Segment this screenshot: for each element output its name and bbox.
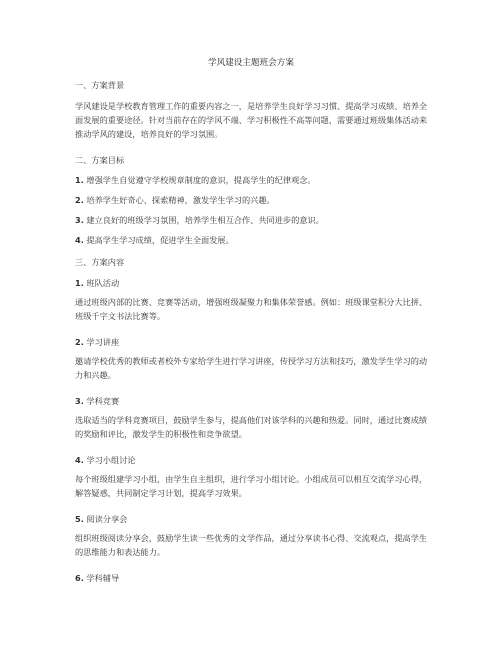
document-title: 学风建设主题班会方案: [208, 58, 294, 68]
goal-item: [75, 194, 430, 206]
goal-text: 提高学生学习成绩，促进学生全面发展。: [86, 235, 234, 245]
goal-item: [75, 234, 430, 246]
section-heading-goals: 二、方案目标: [75, 155, 125, 165]
subsection-number: 1.: [75, 278, 84, 288]
subsection-paragraph: 每个班级组建学习小组，由学生自主组织，进行学习小组讨论。小组成员可以相互交流学习心得，解答疑惑，共同制定学习计划，提高学习效果。: [75, 474, 428, 499]
subsection-title: [75, 454, 430, 466]
goal-number: 1.: [75, 175, 84, 185]
subsection-paragraph: 邀请学校优秀的教师或者校外专家给学生进行学习讲座，传授学习方法和技巧，激发学生学习的动力和兴趣。: [75, 356, 428, 381]
subsection-title: [75, 277, 430, 289]
subsection-paragraph: 组织班级阅读分享会，鼓励学生读一些优秀的文学作品，通过分享读书心得、交流观点，提高学生的思维能力和表达能力。: [75, 533, 428, 558]
subsection-number: 5.: [75, 514, 84, 524]
subsection-title: [75, 395, 430, 407]
goal-item: [75, 214, 430, 226]
subsection-number: 2.: [75, 337, 84, 347]
section-heading-background: 一、方案背景: [75, 80, 125, 90]
subsection-title-text: 班队活动: [86, 278, 120, 288]
subsection-title-text: 阅读分享会: [86, 514, 128, 524]
subsection-paragraph: 通过班级内部的比赛、竞赛等活动，增强班级凝聚力和集体荣誉感。例如：班级课堂积分大比拼、班级千字文书法比赛等。: [75, 297, 428, 322]
goal-item: [75, 174, 430, 186]
subsection-title: [75, 513, 430, 525]
subsection-title-text: 学科竞赛: [86, 396, 120, 406]
subsection-paragraph: 选取适当的学科竞赛项目，鼓励学生参与，提高他们对该学科的兴趣和热爱。同时，通过比赛成绩的奖励和评比，激发学生的积极性和竞争欲望。: [75, 415, 428, 440]
subsection-title-text: 学习小组讨论: [86, 455, 136, 465]
goal-number: 4.: [75, 235, 84, 245]
subsection-title-text: 学科辅导: [86, 573, 120, 583]
section-heading-content: 三、方案内容: [75, 257, 125, 267]
goal-number: 3.: [75, 215, 84, 225]
goal-text: 增强学生自觉遵守学校规章制度的意识，提高学生的纪律观念。: [86, 175, 316, 185]
subsection-title: [75, 572, 430, 584]
background-paragraph: 学风建设是学校教育管理工作的重要内容之一，是培养学生良好学习习惯、提高学习成绩、培养全面发展的重要途径。针对当前存在的学风不端、学习积极性不高等问题，需要通过班级集体活动来推动学风的建设，培养良好的学习氛围。: [75, 101, 428, 140]
subsection-number: 6.: [75, 573, 84, 583]
subsection-title: [75, 336, 430, 348]
goal-text: 培养学生好奇心、探索精神，激发学生学习的兴趣。: [86, 195, 275, 205]
subsection-number: 3.: [75, 396, 84, 406]
subsection-number: 4.: [75, 455, 84, 465]
goal-number: 2.: [75, 195, 84, 205]
subsection-title-text: 学习讲座: [86, 337, 120, 347]
goal-text: 建立良好的班级学习氛围，培养学生相互合作、共同进步的意识。: [86, 215, 324, 225]
